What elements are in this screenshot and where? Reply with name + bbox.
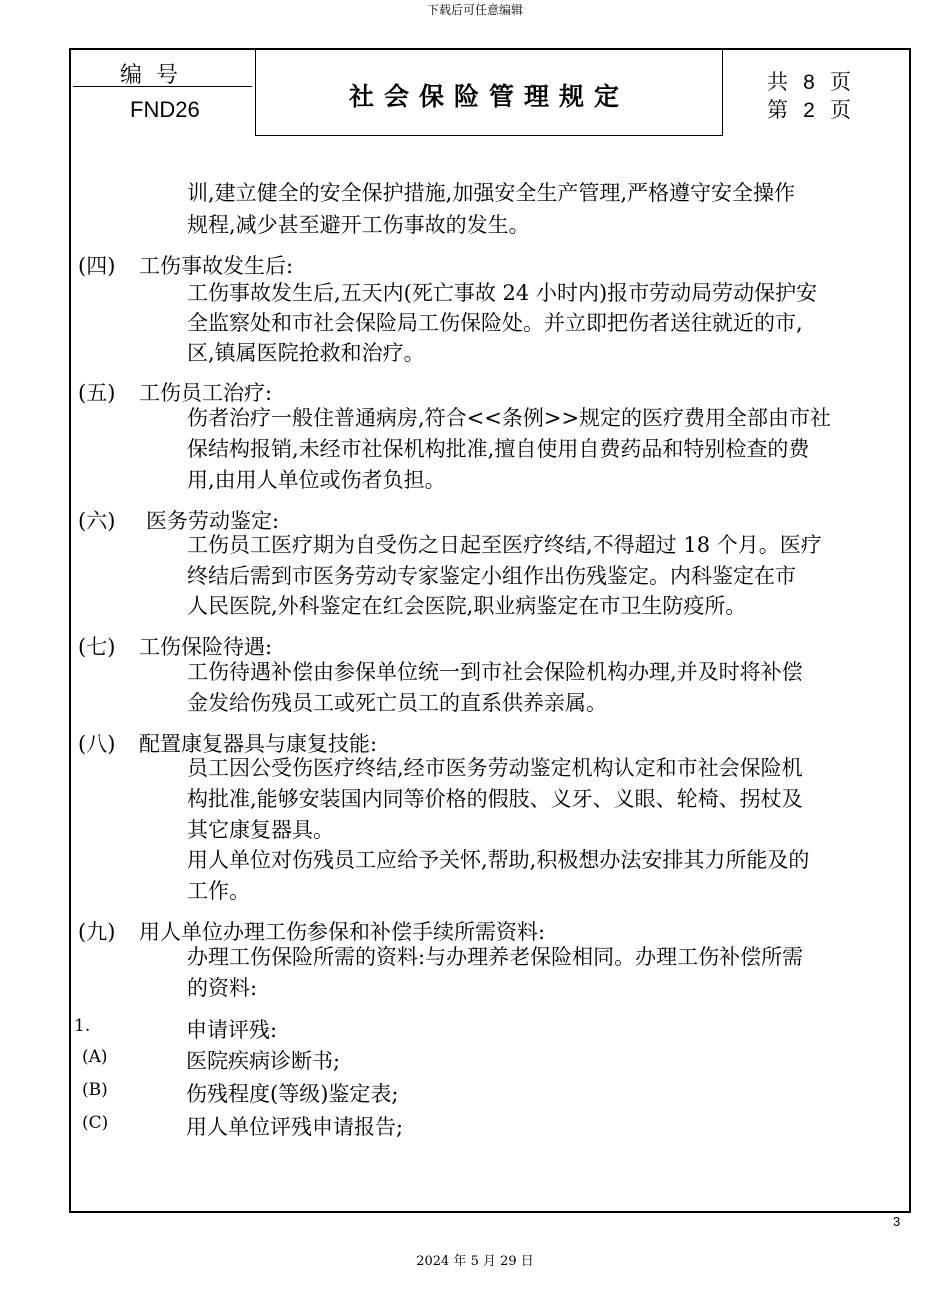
section-title: 配置康复器具与康复技能: xyxy=(139,732,378,756)
section-title: 工伤员工治疗: xyxy=(139,381,273,405)
section-line: 办理工伤保险所需的资料:与办理养老保险相同。办理工伤补偿所需 xyxy=(187,945,804,969)
page-number: 3 xyxy=(893,1214,901,1229)
section-label: (九) xyxy=(78,920,116,944)
list-item-mark: (B) xyxy=(82,1080,108,1100)
top-note: 下载后可任意编辑 xyxy=(426,3,523,17)
code-divider xyxy=(73,86,252,87)
footer-date: 2024 年 5 月 29 日 xyxy=(416,1254,534,1269)
section-title: 工伤保险待遇: xyxy=(139,635,273,659)
section-line: 工作。 xyxy=(187,879,250,903)
section-title: 用人单位办理工伤参保和补偿手续所需资料: xyxy=(139,920,546,944)
section-line: 其它康复器具。 xyxy=(187,818,334,842)
total-pages-value: 8 xyxy=(803,71,817,94)
section-line: 全监察处和市社会保险局工伤保险处。并立即把伤者送往就近的市, xyxy=(187,311,803,335)
section-line: 员工因公受伤医疗终结,经市医务劳动鉴定机构认定和市社会保险机 xyxy=(187,756,803,780)
section-label: (六) xyxy=(78,509,116,533)
list-item-text: 医院疾病诊断书; xyxy=(186,1049,341,1073)
list-item-text: 用人单位评残申请报告; xyxy=(186,1115,404,1139)
body-line: 规程,减少甚至避开工伤事故的发生。 xyxy=(187,213,530,237)
list-item-mark: (A) xyxy=(82,1047,108,1067)
list-item-text: 伤残程度(等级)鉴定表; xyxy=(186,1082,399,1106)
body-line: 训,建立健全的安全保护措施,加强安全生产管理,严格遵守安全操作 xyxy=(187,181,796,205)
total-prefix: 共 xyxy=(767,70,790,94)
list-item-text: 申请评残: xyxy=(186,1018,278,1042)
section-line: 人民医院,外科鉴定在红会医院,职业病鉴定在市卫生防疫所。 xyxy=(187,594,747,618)
code-label: 编号 xyxy=(120,63,193,88)
section-label: (四) xyxy=(78,254,116,278)
list-item-mark: 1. xyxy=(74,1016,91,1036)
title-box xyxy=(255,49,723,136)
current-prefix: 第 xyxy=(767,98,790,122)
section-line: 的资料: xyxy=(187,976,258,1000)
section-line: 伤者治疗一般住普通病房,符合<<条例>>规定的医疗费用全部由市社 xyxy=(187,406,832,430)
page-suffix: 页 xyxy=(830,98,853,122)
section-label: (八) xyxy=(78,732,116,756)
section-line: 用,由用人单位或伤者负担。 xyxy=(187,468,446,492)
section-title: 工伤事故发生后: xyxy=(139,254,294,278)
section-line: 构批准,能够安装国内同等价格的假肢、义牙、义眼、轮椅、拐杖及 xyxy=(187,787,803,811)
total-pages xyxy=(767,66,853,96)
document-title: 社会保险管理规定 xyxy=(348,82,629,111)
section-line: 保结构报销,未经市社保机构批准,擅自使用自费药品和特别检查的费 xyxy=(187,437,810,461)
section-line: 终结后需到市医务劳动专家鉴定小组作出伤残鉴定。内科鉴定在市 xyxy=(187,564,796,588)
page-suffix: 页 xyxy=(830,70,853,94)
section-line: 区,镇属医院抢救和治疗。 xyxy=(187,341,425,365)
section-line: 工伤员工医疗期为自受伤之日起至医疗终结,不得超过 18 个月。医疗 xyxy=(187,533,822,557)
section-label: (五) xyxy=(78,381,116,405)
current-page xyxy=(767,94,853,124)
current-page-value: 2 xyxy=(803,99,817,122)
section-line: 工伤待遇补偿由参保单位统一到市社会保险机构办理,并及时将补偿 xyxy=(187,660,803,684)
section-line: 工伤事故发生后,五天内(死亡事故 24 小时内)报市劳动局劳动保护安 xyxy=(187,281,818,305)
section-line: 用人单位对伤残员工应给予关怀,帮助,积极想办法安排其力所能及的 xyxy=(187,848,810,872)
code-value: FND26 xyxy=(130,97,200,122)
list-item-mark: (C) xyxy=(82,1113,109,1133)
section-line: 金发给伤残员工或死亡员工的直系供养亲属。 xyxy=(187,691,607,715)
section-title: 医务劳动鉴定: xyxy=(146,509,280,533)
section-label: (七) xyxy=(78,635,116,659)
